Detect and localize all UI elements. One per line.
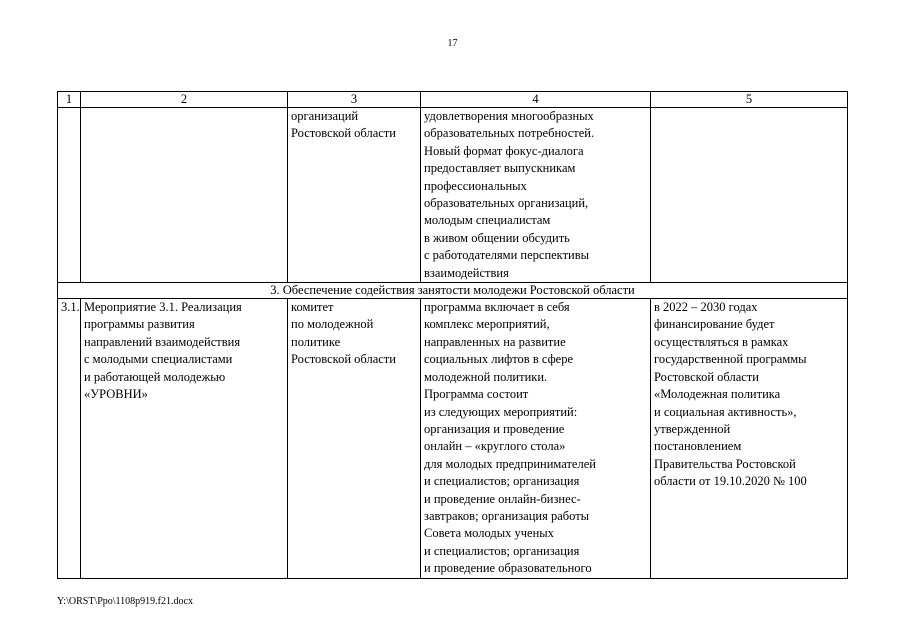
cell-number <box>58 108 81 283</box>
cell-line: Мероприятие 3.1. Реализация <box>84 300 242 315</box>
cell-executor <box>288 108 421 283</box>
table-row-3-1 <box>58 299 848 579</box>
cell-line: онлайн – «круглого стола» <box>424 439 566 454</box>
header-cell-2: 2 <box>81 92 288 108</box>
cell-line: постановлением <box>654 439 742 454</box>
cell-line: и социальная активность», <box>654 404 797 419</box>
cell-line: направленных на развитие <box>424 334 566 349</box>
cell-line: государственной программы <box>654 352 807 367</box>
cell-line: Совета молодых ученых <box>424 526 554 541</box>
cell-line: направлений взаимодействия <box>84 334 241 349</box>
cell-line: программы развития <box>84 317 195 332</box>
cell-executor <box>288 299 421 579</box>
cell-line: Правительства Ростовской <box>654 456 796 471</box>
cell-line: профессиональных <box>424 178 527 193</box>
cell-line: по молодежной <box>291 317 374 332</box>
cell-line: Новый формат фокус-диалога <box>424 143 584 158</box>
cell-line: Ростовской области <box>291 126 396 141</box>
section-title: 3. Обеспечение содействия занятости молодежи Ростовской области <box>58 283 848 299</box>
cell-line: Ростовской области <box>654 369 759 384</box>
cell-line: с молодыми специалистами <box>84 352 233 367</box>
cell-line: Программа состоит <box>424 387 529 402</box>
cell-line: в живом общении обсудить <box>424 230 570 245</box>
header-cell-1: 1 <box>58 92 81 108</box>
page-number: 17 <box>447 38 458 49</box>
cell-line: области от 19.10.2020 № 100 <box>654 474 807 489</box>
header-cell-4: 4 <box>421 92 651 108</box>
cell-line: финансирование будет <box>654 317 775 332</box>
cell-line: политике <box>291 334 341 349</box>
cell-line: организация и проведение <box>424 421 565 436</box>
header-cell-3: 3 <box>288 92 421 108</box>
cell-line: из следующих мероприятий: <box>424 404 578 419</box>
cell-line: для молодых предпринимателей <box>424 456 596 471</box>
cell-line: социальных лифтов в сфере <box>424 352 574 367</box>
cell-line: и проведение образовательного <box>424 561 592 576</box>
cell-line: молодежной политики. <box>424 369 548 384</box>
section-header-row <box>58 283 848 299</box>
cell-description <box>421 108 651 283</box>
cell-line: и специалистов; организация <box>424 474 580 489</box>
cell-notes <box>651 299 848 579</box>
cell-line: комплекс мероприятий, <box>424 317 550 332</box>
cell-line: Ростовской области <box>291 352 396 367</box>
cell-line: утвержденной <box>654 421 731 436</box>
cell-line: предоставляет выпускникам <box>424 161 576 176</box>
cell-line: образовательных организаций, <box>424 196 589 211</box>
cell-line: и специалистов; организация <box>424 543 580 558</box>
cell-line: завтраков; организация работы <box>424 508 590 523</box>
cell-line: комитет <box>291 300 334 315</box>
cell-line: и работающей молодежью <box>84 369 226 384</box>
cell-activity <box>81 108 288 283</box>
cell-line: с работодателями перспективы <box>424 248 590 263</box>
cell-line: «УРОВНИ» <box>84 387 148 402</box>
cell-line: в 2022 – 2030 годах <box>654 300 758 315</box>
cell-line: осуществляться в рамках <box>654 334 789 349</box>
cell-notes <box>651 108 848 283</box>
cell-line: организаций <box>291 109 359 123</box>
cell-description <box>421 299 651 579</box>
cell-line: «Молодежная политика <box>654 387 781 402</box>
cell-line: удовлетворения многообразных <box>424 109 594 123</box>
footer-file-path: Y:\ORST\Ppo\1108p919.f21.docx <box>57 596 193 607</box>
cell-line: и проведение онлайн-бизнес- <box>424 491 581 506</box>
cell-line: образовательных потребностей. <box>424 126 595 141</box>
cell-number: 3.1. <box>58 299 81 579</box>
cell-line: программа включает в себя <box>424 300 570 315</box>
header-cell-5: 5 <box>651 92 848 108</box>
cell-line: молодым специалистам <box>424 213 551 228</box>
document-table <box>57 91 848 579</box>
table-header-row <box>58 92 848 108</box>
cell-activity <box>81 299 288 579</box>
table-row-continuation <box>58 108 848 283</box>
cell-line: взаимодействия <box>424 265 509 280</box>
